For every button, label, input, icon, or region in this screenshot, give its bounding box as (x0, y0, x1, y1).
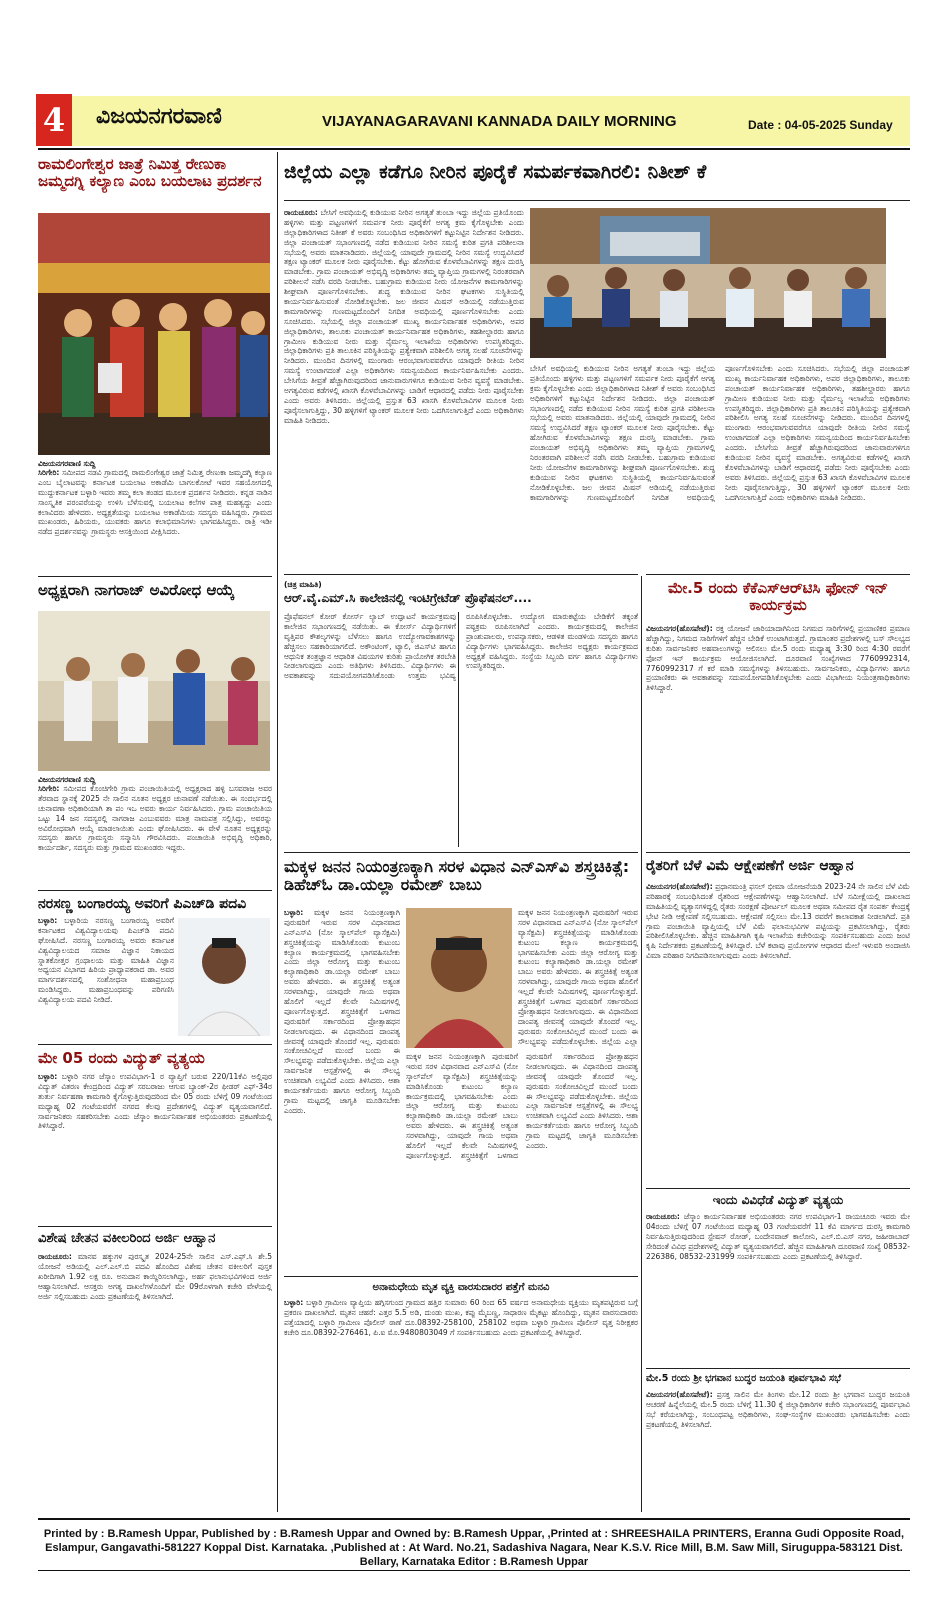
dateline: ರಾಯಚೂರು: (38, 1252, 72, 1261)
headline: ನರಸಣ್ಣ ಬಂಗಾರಯ್ಯ ಅವರಿಗೆ ಪಿಎಚ್‌ಡಿ ಪದವಿ (38, 896, 247, 912)
article-text: ಪ್ರಸಕ್ತ ಸಾಲಿನ ಮೇ ತಿಂಗಳು ಮೇ.12 ರಂದು ಶ್ರೀ ಭಗವಾನ ಬುದ್ಧರ ಜಯಂತಿ ಆಚರಣೆ ಹಿನ್ನೆಲೆಯಲ್ಲಿ ಮೇ.5 ರಂದು ಬೆಳಿಗ್ಗೆ 11.30 ಕ್ಕೆ ಜಿಲ್ಲಾಧಿಕಾರಿಗಳ ಕಚೇರಿ ಸಭಾಂಗಣದಲ್ಲಿ ಪೂರ್ವಭಾವಿ ಸಭೆ ಕರೆಯಲಾಗಿದ್ದು, ಸಂಬಂಧಪಟ್ಟ ಅಧಿಕಾರಿಗಳು, ಸಂಘ-ಸಂಸ್ಥೆಗಳ ಮುಖಂಡರು ಭಾಗವಹಿಸಬೇಕು ಎಂದು ಪ್ರಕಟಣೆಯಲ್ಲಿ ತಿಳಿಸಲಾಗಿದೆ. (646, 1390, 910, 1429)
kicker: (ಚಿತ್ರ ಮಾಹಿತಿ) (284, 580, 322, 589)
article-rule (38, 1044, 272, 1045)
photo-dr-yalla-ramesh-babu (406, 908, 512, 1048)
headline: ರೈತರಿಗೆ ಬೆಳೆ ವಿಮೆ ಆಕ್ಷೇಪಣೆಗೆ ಅರ್ಜಿ ಆಹ್ವಾನ (646, 858, 854, 874)
article-body (38, 468, 272, 572)
masthead-rule (38, 148, 910, 150)
article-text: ಸಮೀಪದ ನಡವಿ ಗ್ರಾಮದಲ್ಲಿ ರಾಮಲಿಂಗೇಶ್ವರ ಜಾತ್ರೆ ನಿಮಿತ್ತ ರೇಣುಕಾ ಜಮ್ಮದಗ್ನಿ ಕಲ್ಯಾಣ ಎಂಬ ಬೈಲಾಟವನ್ನು ಕರ್ನಾಟಕ ಬಯಲಾಟ ಅಕಾಡೆಮಿ ಬಾಗಲಕೋಟೆ ಇವರ ಸಹಯೋಗದಲ್ಲಿ ಮುದ್ದುಕರ್ನಾಟಕ ಬಳ್ಳಾರಿ ಇವರು ತಮ್ಮ ಕಲಾ ತಂಡದ ಮೂಲಕ ಪ್ರದರ್ಶನ ನೀಡಿದರು. ಕನ್ನಡ ನಾಡಿನ ಸಾಂಸ್ಕೃತಿಕ ಪರಂಪರೆಯನ್ನು ಉಳಿಸಿ ಬೆಳೆಸುವಲ್ಲಿ ಬಯಲಾಟ ಕಲೆಗಳ ಪಾತ್ರ ಮಹತ್ವದ್ದು ಎಂದು ಕಲಾವಿದರು ಹೇಳಿದರು. ಅಧ್ಯಕ್ಷತೆಯನ್ನು ಬಯಲಾಟ ಅಕಾಡೆಮಿಯ ಸದಸ್ಯರು ವಹಿಸಿದ್ದರು. ಗ್ರಾಮದ ಮುಖಂಡರು, ಹಿರಿಯರು, ಯುವಕರು ಹಾಗೂ ಕಲಾಭಿಮಾನಿಗಳು ಭಾಗವಹಿಸಿದ್ದರು. ರಾತ್ರಿ ಇಡೀ ನಡೆದ ಪ್ರದರ್ಶನವನ್ನು ಗ್ರಾಮಸ್ಥರು ಆಸಕ್ತಿಯಿಂದ ವೀಕ್ಷಿಸಿದರು. (38, 468, 272, 537)
edition-date: Date : 04-05-2025 Sunday (748, 118, 893, 132)
dateline: ಬಳ್ಳಾರಿ: (38, 1072, 58, 1081)
article-body (38, 1252, 272, 1507)
article-rule (646, 852, 910, 853)
dateline: ವಿಜಯನಗರ(ಹೊಸಪೇಟೆ): (646, 1390, 713, 1399)
article-body-continued (530, 364, 910, 570)
article-text: ರಕ್ತ ಯೋಜನೆ ಜಾರಿಯಾದಾಗಿನಿಂದ ನಿಗಮದ ಸಾರಿಗೆಗಳಲ್ಲಿ ಪ್ರಯಾಣಿಕರ ಪ್ರಮಾಣ ಹೆಚ್ಚಾಗಿದ್ದು, ನಿಗಮದ ಸಾರಿಗೆಗಳಿಗೆ ಹೆಚ್ಚಿನ ಬೇಡಿಕೆ ಉಂಟಾಗಿರುತ್ತದೆ. ಗ್ರಾಮಾಂತರ ಪ್ರದೇಶಗಳಲ್ಲಿ ಬಸ್ ಸೌಲಭ್ಯದ ಕುರಿತು ಸಾರ್ವಜನಿಕರ ಅಹವಾಲುಗಳನ್ನು ಆಲಿಸಲು ಮೇ.5 ರಂದು ಮಧ್ಯಾಹ್ನ 3:30 ರಿಂದ 4:30 ರವರೆಗೆ ಫೋನ್ ಇನ್ ಕಾರ್ಯಕ್ರಮ ಆಯೋಜಿಸಲಾಗಿದೆ. ದೂರವಾಣಿ ಸಂಖ್ಯೆಗಳಾದ 7760992314, 7760992317 ಗೆ ಕರೆ ಮಾಡಿ ಸಮಸ್ಯೆಗಳನ್ನು ತಿಳಿಸಬಹುದು. ಸಾರ್ವಜನಿಕರು, ವಿದ್ಯಾರ್ಥಿಗಳು ಹಾಗೂ ಪ್ರಯಾಣಿಕರು ಈ ಅವಕಾಶವನ್ನು ಸದುಪಯೋಗಪಡಿಸಿಕೊಳ್ಳಬೇಕು ಎಂದು ವಿಭಾಗೀಯ ನಿಯಂತ್ರಣಾಧಿಕಾರಿಗಳು ತಿಳಿಸಿದ್ದಾರೆ. (646, 624, 910, 693)
article-text: ಬಳ್ಳಾರಿಯ ನರಸಣ್ಣ ಬಂಗಾರಯ್ಯ ಅವರಿಗೆ ಕರ್ನಾಟಕದ ವಿಶ್ವವಿದ್ಯಾಲಯವು ಪಿಎಚ್‌ಡಿ ಪದವಿ ಘೋಷಿಸಿದೆ. ನರಸಣ್ಣ ಬಂಗಾರಯ್ಯ ಅವರು ಕರ್ನಾಟಕ ವಿಶ್ವವಿದ್ಯಾಲಯದ ಸಮಾಜ ವಿಜ್ಞಾನ ನಿಕಾಯದ ಸ್ನಾತಕೋತ್ತರ ಗ್ರಂಥಾಲಯ ಮತ್ತು ಮಾಹಿತಿ ವಿಜ್ಞಾನ ಅಧ್ಯಯನ ವಿಭಾಗದ ಹಿರಿಯ ಪ್ರಾಧ್ಯಾಪಕರಾದ ಡಾ. ಅವರ ಮಾರ್ಗದರ್ಶನದಲ್ಲಿ ಸಂಶೋಧನಾ ಮಹಾಪ್ರಬಂಧ ಮಂಡಿಸಿದ್ದರು. ಮಹಾಪ್ರಬಂಧವನ್ನು ಪರಿಗಣಿಸಿ ವಿಶ್ವವಿದ್ಯಾಲಯ ಪದವಿ ನೀಡಿದೆ. (38, 916, 174, 1005)
dateline: ವಿಜಯನಗರ(ಹೊಸಪೇಟೆ): (646, 624, 713, 633)
photo-narasanna-portrait (178, 918, 270, 1036)
dateline: ರಾಯಚೂರು: (284, 208, 318, 217)
brand-english: VIJAYANAGARAVANI KANNADA DAILY MORNING (322, 113, 677, 130)
brand-kannada: ವಿಜಯನಗರವಾಣಿ (96, 104, 222, 129)
article-rule (284, 200, 910, 201)
headline: ಇಂದು ವಿವಿಧೆಡೆ ವಿದ್ಯುತ್ ವ್ಯತ್ಯಯ (712, 1193, 844, 1207)
column-divider (641, 576, 642, 1512)
article-rule (646, 574, 910, 575)
imprint-footer (38, 1527, 910, 1569)
dateline: ಸಿರಿಗೇರಿ: (38, 784, 60, 793)
article-rule (646, 1368, 910, 1369)
article-body (38, 916, 174, 1040)
article-rule (38, 1226, 272, 1227)
article-body (646, 882, 910, 1184)
lead-headline: ಜಿಲ್ಲೆಯ ಎಲ್ಲಾ ಕಡೆಗೂ ನೀರಿನ ಪೂರೈಕೆ ಸಮರ್ಪಕವಾಗಿರಲಿ: ನಿತೀಶ್ ಕೆ (284, 161, 707, 183)
column-divider (277, 152, 278, 1512)
article-body (284, 208, 524, 570)
footer-rule (38, 1518, 910, 1520)
headline: ಅನಾಮಧೇಯ ಮೃತ ವ್ಯಕ್ತಿ ವಾರಸುದಾರರ ಪತ್ತೆಗೆ ಮನವಿ (372, 1282, 550, 1293)
dateline: ವಿಜಯನಗರ(ಹೊಸಪೇಟೆ): (646, 882, 713, 891)
photo-bayalata-performance (38, 213, 270, 455)
dateline: ಬಳ್ಳಾರಿ: (284, 1298, 304, 1307)
article-rule (38, 890, 272, 891)
headline: ಮೇ.5 ರಂದು ಶ್ರೀ ಭಗವಾನ ಬುದ್ಧರ ಜಯಂತಿ ಪೂರ್ವಭಾವಿ ಸಭೆ (646, 1373, 841, 1384)
article-text: ಪ್ರಧಾನಮಂತ್ರಿ ಫಸಲ್ ಭೀಮಾ ಯೋಜನೆಯಡಿ 2023-24 ನೇ ಸಾಲಿನ ಬೆಳೆ ವಿಮೆ ಪರಿಹಾರಕ್ಕೆ ಸಂಬಂಧಿಸಿದಂತೆ ರೈತರಿಂದ ಆಕ್ಷೇಪಣೆಗಳನ್ನು ಆಹ್ವಾನಿಸಲಾಗಿದೆ. ಬೆಳೆ ಸಮೀಕ್ಷೆಯಲ್ಲಿ ದಾಖಲಾದ ಮಾಹಿತಿಯಲ್ಲಿ ವ್ಯತ್ಯಾಸಗಳಿದ್ದಲ್ಲಿ ರೈತರು ಸಂರಕ್ಷಣೆ ಪೋರ್ಟಲ್ ಮೂಲಕ ಅಥವಾ ಸಮೀಪದ ರೈತ ಸಂಪರ್ಕ ಕೇಂದ್ರಕ್ಕೆ ಭೇಟಿ ನೀಡಿ ಆಕ್ಷೇಪಣೆ ಸಲ್ಲಿಸಬಹುದು. ಆಕ್ಷೇಪಣೆ ಸಲ್ಲಿಸಲು ಮೇ.13 ರವರೆಗೆ ಕಾಲಾವಕಾಶ ನೀಡಲಾಗಿದೆ. ಪ್ರತಿ ಗ್ರಾಮ ಪಂಚಾಯಿತಿ ವ್ಯಾಪ್ತಿಯಲ್ಲಿ ಬೆಳೆ ವಿಮೆ ಫಲಾನುಭವಿಗಳ ಪಟ್ಟಿಯನ್ನು ಪ್ರಕಟಿಸಲಾಗಿದ್ದು, ರೈತರು ಪರಿಶೀಲಿಸಿಕೊಳ್ಳಬೇಕು. ಹೆಚ್ಚಿನ ಮಾಹಿತಿಗಾಗಿ ಕೃಷಿ ಇಲಾಖೆಯ ಕಚೇರಿಯನ್ನು ಸಂಪರ್ಕಿಸಬಹುದು ಎಂದು ಜಂಟಿ ಕೃಷಿ ನಿರ್ದೇಶಕರು ಪ್ರಕಟಣೆಯಲ್ಲಿ ತಿಳಿಸಿದ್ದಾರೆ. ಬೆಳೆ ಕಟಾವು ಪ್ರಯೋಗಗಳ ಆಧಾರದ ಮೇಲೆ ಇಳುವರಿ ಅಂದಾಜಿಸಿ ವಿಮಾ ಪರಿಹಾರ ನಿಗದಿಪಡಿಸಲಾಗುವುದು ಎಂದು ತಿಳಿಸಲಾಗಿದೆ. (646, 882, 910, 961)
article-body (38, 1072, 272, 1210)
dateline: ರಾಯಚೂರು: (646, 1212, 680, 1221)
headline: ಮೇ 05 ರಂದು ವಿದ್ಯುತ್ ವ್ಯತ್ಯಯ (38, 1049, 205, 1067)
headline: ವಿಶೇಷ ಚೇತನ ವಕೀಲರಿಂದ ಅರ್ಜಿ ಆಹ್ವಾನ (38, 1231, 216, 1246)
article-text: ಸಮೀಪದ ಕೊಂಚಿಗೇರಿ ಗ್ರಾಮ ಪಂಚಾಯಿತಿಯಲ್ಲಿ ಅಧ್ಯಕ್ಷರಾದ ಹಳ್ಳಿ ಬಸವರಾಜ ಅವರ ತೆರವಾದ ಸ್ಥಾನಕ್ಕೆ 2025 ನೇ ಸಾಲಿನ ನೂತನ ಅಧ್ಯಕ್ಷರ ಚುನಾವಣೆ ನಡೆಯಿತು. ಈ ಸಂದರ್ಭದಲ್ಲಿ ಚುನಾವಣಾ ಅಧಿಕಾರಿಯಾಗಿ ತಾ ಪಂ ಇಒ ಅವರು ಕಾರ್ಯ ನಿರ್ವಹಿಸಿದರು. ಗ್ರಾಮ ಪಂಚಾಯಿತಿಯ ಒಟ್ಟು 14 ಜನ ಸದಸ್ಯರಲ್ಲಿ ನಾಗರಾಜ ಎಂಬುವವರು ಮಾತ್ರ ನಾಮಪತ್ರ ಸಲ್ಲಿಸಿದ್ದು, ಅವರನ್ನು ಅವಿರೋಧವಾಗಿ ಆಯ್ಕೆ ಮಾಡಲಾಯಿತು ಎಂದು ಘೋಷಿಸಿದರು. ಈ ವೇಳೆ ನೂತನ ಅಧ್ಯಕ್ಷರನ್ನು ಸದಸ್ಯರು ಹಾಗೂ ಗ್ರಾಮಸ್ಥರು ಸನ್ಮಾನಿಸಿ ಗೌರವಿಸಿದರು. ಪಂಚಾಯಿತಿ ಅಭಿವೃದ್ಧಿ ಅಧಿಕಾರಿ, ಕಾರ್ಯದರ್ಶಿ, ಸದಸ್ಯರು ಮತ್ತು ಗ್ರಾಮದ ಮುಖಂಡರು ಇದ್ದರು. (38, 784, 272, 853)
article-text: ಬಳ್ಳಾರಿ ನಗರ ಜೆಸ್ಕಾಂ ಉಪವಿಭಾಗ-1 ರ ವ್ಯಾಪ್ತಿಗೆ ಬರುವ 220/11ಕೆವಿ ಅಲ್ಲಿಪುರ ವಿದ್ಯುತ್ ವಿತರಣ ಕೇಂದ್ರದಿಂದ ವಿದ್ಯುತ್ ಸರಬರಾಜು ಆಗುವ ಬ್ಯಾಂಕ್-2ರ ಫೀಡರ್ ಎಫ್-34ರ ತುರ್ತು ನಿರ್ವಹಣಾ ಕಾಮಗಾರಿ ಕೈಗೊಳ್ಳುತ್ತಿರುವುದರಿಂದ ಮೇ 05 ರಂದು ಬೆಳಿಗ್ಗೆ 09 ಗಂಟೆಯಿಂದ ಮಧ್ಯಾಹ್ನ 02 ಗಂಟೆಯವರೆಗೆ ನಗರದ ಕೆಲವು ಪ್ರದೇಶಗಳಲ್ಲಿ ವಿದ್ಯುತ್ ವ್ಯತ್ಯಯವಾಗಲಿದೆ. ಸಾರ್ವಜನಿಕರು ಸಹಕರಿಸಬೇಕು ಎಂದು ಜೆಸ್ಕಾಂ ಕಾರ್ಯನಿರ್ವಾಹಕ ಅಭಿಯಂತರರು ಪ್ರಕಟಣೆಯಲ್ಲಿ ತಿಳಿಸಿದ್ದಾರೆ. (38, 1072, 272, 1131)
article-rule (38, 576, 272, 577)
dateline: ಬಳ್ಳಾರಿ: (38, 916, 58, 925)
article-body (284, 1298, 638, 1508)
article-text: ಪ್ರೊಫೆಷನಲ್ ಕೋರ್ ಕೋರ್ಸ್ ಲ್ಯಾಬ್ ಉದ್ಘಾಟನೆ ಕಾರ್ಯಕ್ರಮವು ಕಾಲೇಜಿನ ಸಭಾಂಗಣದಲ್ಲಿ ನಡೆಯಿತು. ಈ ಕೋರ್ಸ್ ವಿದ್ಯಾರ್ಥಿಗಳಿಗೆ ವೃತ್ತಿಪರ ಕೌಶಲ್ಯಗಳನ್ನು ಬೆಳೆಸಲು ಹಾಗೂ ಉದ್ಯೋಗಾವಕಾಶಗಳನ್ನು ಹೆಚ್ಚಿಸಲು ಸಹಕಾರಿಯಾಗಲಿದೆ. ಅಕೌಂಟಿಂಗ್, ಟ್ಯಾಲಿ, ಜಿಎಸ್‌ಟಿ ಹಾಗೂ ಆಧುನಿಕ ತಂತ್ರಜ್ಞಾನ ಆಧಾರಿತ ವಿಷಯಗಳ ಕುರಿತು ಪ್ರಾಯೋಗಿಕ ತರಬೇತಿ ನೀಡಲಾಗುವುದು ಎಂದು ಅತಿಥಿಗಳು ತಿಳಿಸಿದರು. ವಿದ್ಯಾರ್ಥಿಗಳು ಈ ಅವಕಾಶವನ್ನು ಸದುಪಯೋಗಪಡಿಸಿಕೊಂಡು ಉತ್ತಮ ಭವಿಷ್ಯ ರೂಪಿಸಿಕೊಳ್ಳಬೇಕು. ಉದ್ಯೋಗ ಮಾರುಕಟ್ಟೆಯ ಬೇಡಿಕೆಗೆ ತಕ್ಕಂತೆ ಪಠ್ಯಕ್ರಮ ರೂಪಿಸಲಾಗಿದೆ ಎಂದರು. ಕಾರ್ಯಕ್ರಮದಲ್ಲಿ ಕಾಲೇಜಿನ ಪ್ರಾಂಶುಪಾಲರು, ಉಪನ್ಯಾಸಕರು, ಆಡಳಿತ ಮಂಡಳಿಯ ಸದಸ್ಯರು ಹಾಗೂ ವಿದ್ಯಾರ್ಥಿಗಳು ಭಾಗವಹಿಸಿದ್ದರು. ಕಾಲೇಜಿನ ಅಧ್ಯಕ್ಷರು ಕಾರ್ಯಕ್ರಮದ ಅಧ್ಯಕ್ಷತೆ ವಹಿಸಿದ್ದರು. ಸಂಸ್ಥೆಯ ಸಿಬ್ಬಂದಿ ವರ್ಗ ಹಾಗೂ ವಿದ್ಯಾರ್ಥಿಗಳು ಉಪಸ್ಥಿತರಿದ್ದರು. (284, 612, 638, 681)
imprint-line: Eslampur, Gangavathi-581227 Koppal Dist. Karnataka. ,Published at : At Ward. No.21, Sadashiva Nagara, Near K.S.V. Rice Mill, B.M. Saw Mill, Siruguppa-583121 Dist. (45, 1542, 903, 1555)
article-text: ಜೆಸ್ಕಾಂ ಕಾರ್ಯನಿರ್ವಾಹಕ ಅಭಿಯಂತರರು ನಗರ ಉಪವಿಭಾಗ-1 ರಾಯಚೂರು ಇವರು ಮೇ 04ರಂದು ಬೆಳಿಗ್ಗೆ 07 ಗಂಟೆಯಿಂದ ಮಧ್ಯಾಹ್ನ 03 ಗಂಟೆಯವರೆಗೆ 11 ಕೆವಿ ಮಾರ್ಗದ ದುರಸ್ತಿ ಕಾಮಗಾರಿ ನಿರ್ವಹಿಸುತ್ತಿರುವುದರಿಂದ ಸ್ಟೇಷನ್ ರೋಡ್, ಬಂದೇನವಾಜ್ ಕಾಲೋನಿ, ಎಲ್.ಬಿ.ಎಸ್ ನಗರ, ಜಹೀರಾಬಾದ್ ಸೇರಿದಂತೆ ವಿವಿಧ ಪ್ರದೇಶಗಳಲ್ಲಿ ವಿದ್ಯುತ್ ವ್ಯತ್ಯಯವಾಗಲಿದೆ. ಹೆಚ್ಚಿನ ಮಾಹಿತಿಗಾಗಿ ದೂರವಾಣಿ ಸಂಖ್ಯೆ 08532-226386, 08532-231999 ಸಂಪರ್ಕಿಸಬಹುದು ಎಂದು ಪ್ರಕಟಣೆಯಲ್ಲಿ ತಿಳಿಸಿದ್ದಾರೆ. (646, 1212, 910, 1261)
article-rule (284, 574, 638, 575)
article-rule (284, 1276, 638, 1277)
article-body (646, 1390, 910, 1508)
article-text: ಮಕ್ಕಳ ಜನನ ನಿಯಂತ್ರಣಕ್ಕಾಗಿ ಪುರುಷರಿಗೆ ಇರುವ ಸರಳ ವಿಧಾನವಾದ ಎನ್‌ಎಸ್‌ವಿ (ನೋ ಸ್ಕಾಲ್‌ಪೆಲ್ ವ್ಯಾಸೆಕ್ಟಮಿ) ಶಸ್ತ್ರಚಿಕಿತ್ಸೆಯನ್ನು ಮಾಡಿಸಿಕೊಂಡು ಕುಟುಂಬ ಕಲ್ಯಾಣ ಕಾರ್ಯಕ್ರಮದಲ್ಲಿ ಭಾಗವಹಿಸಬೇಕು ಎಂದು ಜಿಲ್ಲಾ ಆರೋಗ್ಯ ಮತ್ತು ಕುಟುಂಬ ಕಲ್ಯಾಣಾಧಿಕಾರಿ ಡಾ.ಯಲ್ಲಾ ರಮೇಶ್ ಬಾಬು ಅವರು ಹೇಳಿದರು. ಈ ಶಸ್ತ್ರಚಿಕಿತ್ಸೆ ಅತ್ಯಂತ ಸರಳವಾಗಿದ್ದು, ಯಾವುದೇ ಗಾಯ ಅಥವಾ ಹೊಲಿಗೆ ಇಲ್ಲದೆ ಕೆಲವೇ ನಿಮಿಷಗಳಲ್ಲಿ ಪೂರ್ಣಗೊಳ್ಳುತ್ತದೆ. ಶಸ್ತ್ರಚಿಕಿತ್ಸೆಗೆ ಒಳಗಾದ ಪುರುಷರಿಗೆ ಸರ್ಕಾರದಿಂದ ಪ್ರೋತ್ಸಾಹಧನ ನೀಡಲಾಗುವುದು. ಈ ವಿಧಾನದಿಂದ ದಾಂಪತ್ಯ ಜೀವನಕ್ಕೆ ಯಾವುದೇ ತೊಂದರೆ ಇಲ್ಲ. ಪುರುಷರು ಸಂಕೋಚವಿಲ್ಲದೆ ಮುಂದೆ ಬಂದು ಈ ಸೌಲಭ್ಯವನ್ನು ಪಡೆದುಕೊಳ್ಳಬೇಕು. ಜಿಲ್ಲೆಯ ಎಲ್ಲಾ (518, 908, 638, 1046)
headline: ಅಧ್ಯಕ್ಷರಾಗಿ ನಾಗರಾಜ್ ಅವಿರೋಧ ಆಯ್ಕೆ (38, 581, 235, 599)
article-text: ಬೇಸಿಗೆ ಅವಧಿಯಲ್ಲಿ ಕುಡಿಯುವ ನೀರಿನ ಅಗತ್ಯತೆ ತುಂಬಾ ಇದ್ದು ಜಿಲ್ಲೆಯ ಪ್ರತಿಯೊಂದು ಹಳ್ಳಿಗಳು ಮತ್ತು ಪಟ್ಟಣಗಳಿಗೆ ಸಮರ್ಪಕ ನೀರು ಪೂರೈಕೆಗೆ ಅಗತ್ಯ ಕ್ರಮ ಕೈಗೊಳ್ಳಬೇಕು ಎಂದು ಜಿಲ್ಲಾಧಿಕಾರಿಗಳಾದ ನಿತೀಶ್ ಕೆ ಅವರು ಸಂಬಂಧಿಸಿದ ಅಧಿಕಾರಿಗಳಿಗೆ ಕಟ್ಟುನಿಟ್ಟಿನ ನಿರ್ದೇಶನ ನೀಡಿದರು. ಜಿಲ್ಲಾ ಪಂಚಾಯತ್ ಸಭಾಂಗಣದಲ್ಲಿ ನಡೆದ ಕುಡಿಯುವ ನೀರಿನ ಸಮಸ್ಯೆ ಕುರಿತ ಪ್ರಗತಿ ಪರಿಶೀಲನಾ ಸಭೆಯಲ್ಲಿ ಅವರು ಮಾತನಾಡಿದರು. ಜಿಲ್ಲೆಯಲ್ಲಿ ಯಾವುದೇ ಗ್ರಾಮದಲ್ಲಿ ನೀರಿನ ಸಮಸ್ಯೆ ಉದ್ಭವಿಸಿದರೆ ತಕ್ಷಣ ಟ್ಯಾಂಕರ್ ಮೂಲಕ ನೀರು ಪೂರೈಸಬೇಕು. ಕೆಟ್ಟು ಹೋಗಿರುವ ಕೊಳವೆಬಾವಿಗಳನ್ನು ತಕ್ಷಣ ದುರಸ್ತಿ ಮಾಡಬೇಕು. ಗ್ರಾಮ ಪಂಚಾಯತ್ ಅಭಿವೃದ್ಧಿ ಅಧಿಕಾರಿಗಳು ತಮ್ಮ ವ್ಯಾಪ್ತಿಯ ಗ್ರಾಮಗಳಲ್ಲಿ ನಿರಂತರವಾಗಿ ಪರಿಶೀಲನೆ ನಡೆಸಿ ವರದಿ ನೀಡಬೇಕು. ಬಹುಗ್ರಾಮ ಕುಡಿಯುವ ನೀರು ಯೋಜನೆಗಳ ಕಾಮಗಾರಿಗಳನ್ನು ಶೀಘ್ರವಾಗಿ ಪೂರ್ಣಗೊಳಿಸಬೇಕು. ಶುದ್ಧ ಕುಡಿಯುವ ನೀರಿನ ಘಟಕಗಳು ಸುಸ್ಥಿತಿಯಲ್ಲಿ ಕಾರ್ಯನಿರ್ವಹಿಸುವಂತೆ ನೋಡಿಕೊಳ್ಳಬೇಕು. ಜಲ ಜೀವನ ಮಿಷನ್ ಅಡಿಯಲ್ಲಿ ನಡೆಯುತ್ತಿರುವ ಕಾಮಗಾರಿಗಳನ್ನು ಗುಣಮಟ್ಟದೊಂದಿಗೆ ನಿಗದಿತ ಅವಧಿಯಲ್ಲಿ ಪೂರ್ಣಗೊಳಿಸಬೇಕು ಎಂದು ಸೂಚಿಸಿದರು. ಸಭೆಯಲ್ಲಿ ಜಿಲ್ಲಾ ಪಂಚಾಯತ್ ಮುಖ್ಯ ಕಾರ್ಯನಿರ್ವಾಹಕ ಅಧಿಕಾರಿಗಳು, ಅಪರ ಜಿಲ್ಲಾಧಿಕಾರಿಗಳು, ತಾಲೂಕು ಪಂಚಾಯತ್ ಕಾರ್ಯನಿರ್ವಾಹಕ ಅಧಿಕಾರಿಗಳು, ತಹಶೀಲ್ದಾರರು ಹಾಗೂ ಗ್ರಾಮೀಣ ಕುಡಿಯುವ ನೀರು ಮತ್ತು ನೈರ್ಮಲ್ಯ ಇಲಾಖೆಯ ಅಧಿಕಾರಿಗಳು ಉಪಸ್ಥಿತರಿದ್ದರು. ಜಿಲ್ಲಾಧಿಕಾರಿಗಳು ಪ್ರತಿ ತಾಲೂಕಿನ ಪರಿಸ್ಥಿತಿಯನ್ನು ಪ್ರತ್ಯೇಕವಾಗಿ ಪರಿಶೀಲಿಸಿ ಅಗತ್ಯ ಸಲಹೆ ಸೂಚನೆಗಳನ್ನು ನೀಡಿದರು. ಮುಂದಿನ ದಿನಗಳಲ್ಲಿ ಮುಂಗಾರು ಆರಂಭವಾಗುವವರೆಗೂ ಯಾವುದೇ ರೀತಿಯ ನೀರಿನ ಸಮಸ್ಯೆ ಉಂಟಾಗದಂತೆ ಎಲ್ಲಾ ಅಧಿಕಾರಿಗಳು ಸಮನ್ವಯದಿಂದ ಕಾರ್ಯನಿರ್ವಹಿಸಬೇಕು ಎಂದರು. ಬೇಸಿಗೆಯ ತೀವ್ರತೆ ಹೆಚ್ಚಾಗಿರುವುದರಿಂದ ಜಾನುವಾರುಗಳಿಗೂ ಕುಡಿಯುವ ನೀರಿನ ವ್ಯವಸ್ಥೆ ಮಾಡಬೇಕು. ಅಗತ್ಯವಿರುವ ಕಡೆಗಳಲ್ಲಿ ಖಾಸಗಿ ಕೊಳವೆಬಾವಿಗಳನ್ನು ಬಾಡಿಗೆ ಆಧಾರದಲ್ಲಿ ಪಡೆದು ನೀರು ಪೂರೈಸಬೇಕು ಎಂದು ಅವರು ತಿಳಿಸಿದರು. ಜಿಲ್ಲೆಯಲ್ಲಿ ಪ್ರಸ್ತುತ 63 ಖಾಸಗಿ ಕೊಳವೆಬಾವಿಗಳ ಮೂಲಕ ನೀರು ಪೂರೈಸಲಾಗುತ್ತಿದ್ದು, 30 ಹಳ್ಳಿಗಳಿಗೆ ಟ್ಯಾಂಕರ್ ಮೂಲಕ ನೀರು ಒದಗಿಸಲಾಗುತ್ತಿದೆ ಎಂದು ಅಧಿಕಾರಿಗಳು ಮಾಹಿತಿ ನೀಡಿದರು. (284, 208, 524, 425)
imprint-line: Printed by : B.Ramesh Uppar, Published by : B.Ramesh Uppar and Owned by: B.Ramesh Uppar, ,Printed at : SHREESHAILA PRINTERS, Eranna Gudi Opposite Road, (43, 1528, 905, 1540)
page-number: 4 (36, 94, 72, 146)
article-text: ಮಕ್ಕಳ ಜನನ ನಿಯಂತ್ರಣಕ್ಕಾಗಿ ಪುರುಷರಿಗೆ ಇರುವ ಸರಳ ವಿಧಾನವಾದ ಎನ್‌ಎಸ್‌ವಿ (ನೋ ಸ್ಕಾಲ್‌ಪೆಲ್ ವ್ಯಾಸೆಕ್ಟಮಿ) ಶಸ್ತ್ರಚಿಕಿತ್ಸೆಯನ್ನು ಮಾಡಿಸಿಕೊಂಡು ಕುಟುಂಬ ಕಲ್ಯಾಣ ಕಾರ್ಯಕ್ರಮದಲ್ಲಿ ಭಾಗವಹಿಸಬೇಕು ಎಂದು ಜಿಲ್ಲಾ ಆರೋಗ್ಯ ಮತ್ತು ಕುಟುಂಬ ಕಲ್ಯಾಣಾಧಿಕಾರಿ ಡಾ.ಯಲ್ಲಾ ರಮೇಶ್ ಬಾಬು ಅವರು ಹೇಳಿದರು. ಈ ಶಸ್ತ್ರಚಿಕಿತ್ಸೆ ಅತ್ಯಂತ ಸರಳವಾಗಿದ್ದು, ಯಾವುದೇ ಗಾಯ ಅಥವಾ ಹೊಲಿಗೆ ಇಲ್ಲದೆ ಕೆಲವೇ ನಿಮಿಷಗಳಲ್ಲಿ ಪೂರ್ಣಗೊಳ್ಳುತ್ತದೆ. ಶಸ್ತ್ರಚಿಕಿತ್ಸೆಗೆ ಒಳಗಾದ ಪುರುಷರಿಗೆ ಸರ್ಕಾರದಿಂದ ಪ್ರೋತ್ಸಾಹಧನ ನೀಡಲಾಗುವುದು. ಈ ವಿಧಾನದಿಂದ ದಾಂಪತ್ಯ ಜೀವನಕ್ಕೆ ಯಾವುದೇ ತೊಂದರೆ ಇಲ್ಲ. ಪುರುಷರು ಸಂಕೋಚವಿಲ್ಲದೆ ಮುಂದೆ ಬಂದು ಈ ಸೌಲಭ್ಯವನ್ನು ಪಡೆದುಕೊಳ್ಳಬೇಕು. ಜಿಲ್ಲೆಯ ಎಲ್ಲಾ ಸಾರ್ವಜನಿಕ ಆಸ್ಪತ್ರೆಗಳಲ್ಲಿ ಈ ಸೌಲಭ್ಯ ಉಚಿತವಾಗಿ ಲಭ್ಯವಿದೆ ಎಂದು ತಿಳಿಸಿದರು. ಆಶಾ ಕಾರ್ಯಕರ್ತೆಯರು ಹಾಗೂ ಆರೋಗ್ಯ ಸಿಬ್ಬಂದಿ ಗ್ರಾಮ ಮಟ್ಟದಲ್ಲಿ ಜಾಗೃತಿ ಮೂಡಿಸಬೇಕು ಎಂದರು. (284, 908, 400, 1115)
article-rule (646, 1188, 910, 1189)
headline: ರಾಮಲಿಂಗೇಶ್ವರ ಜಾತ್ರೆ ನಿಮಿತ್ತ ರೇಣುಕಾ ಜಮ್ಮದಗ್ನಿ ಕಲ್ಯಾಣ ಎಂಬ ಬಯಲಾಟ ಪ್ರದರ್ಶನ (38, 155, 262, 191)
article-body-continued (406, 1052, 638, 1270)
article-body (284, 612, 638, 844)
article-body (646, 1212, 910, 1362)
dateline: ಸಿರಿಗೇರಿ: (38, 468, 60, 477)
headline: ಮಕ್ಕಳ ಜನನ ನಿಯಂತ್ರಣಕ್ಕಾಗಿ ಸರಳ ವಿಧಾನ ಎನ್‌ಎಸ್‌ವಿ ಶಸ್ತ್ರಚಿಕಿತ್ಸೆ: ಡಿಹೆಚ್‌ಓ ಡಾ.ಯಲ್ಲಾ ರಮೇಶ್ ಬಾಬು (284, 857, 630, 895)
article-body (646, 624, 910, 844)
article-body-continued (518, 908, 638, 1048)
article-rule (284, 852, 638, 853)
article-text: ಬಳ್ಳಾರಿ ಗ್ರಾಮೀಣ ವ್ಯಾಪ್ತಿಯ ಹಗ್ಗಿಸಗುಂದ ಗ್ರಾಮದ ಹತ್ತಿರ ಸುಮಾರು 60 ರಿಂದ 65 ವರ್ಷದ ಅನಾಮಧೇಯ ವ್ಯಕ್ತಿಯು ಮೃತಪಟ್ಟಿರುವ ಬಗ್ಗೆ ಪ್ರಕರಣ ದಾಖಲಾಗಿದೆ. ಮೃತನ ಚಹರೆ: ಎತ್ತರ 5.5 ಅಡಿ, ದುಂಡು ಮುಖ, ಕಪ್ಪು ಮೈಬಣ್ಣ, ಸಾಧಾರಣ ಮೈಕಟ್ಟು ಹೊಂದಿದ್ದು, ಮೃತನ ವಾರಸುದಾರರು ಪತ್ತೆಯಾದಲ್ಲಿ ಬಳ್ಳಾರಿ ಗ್ರಾಮೀಣ ಪೊಲೀಸ್ ಠಾಣೆ ದೂ.08392-258100, 258102 ಅಥವಾ ಬಳ್ಳಾರಿ ಗ್ರಾಮೀಣ ಪೊಲೀಸ್ ವೃತ್ತ ನಿರೀಕ್ಷಕರ ಕಚೇರಿ ದೂ.08392-276461, ಪಿ.ಐ ಮೊ.9480803049 ಗೆ ಸಂಪರ್ಕಿಸಬಹುದು ಎಂದು ಪ್ರಕಟಣೆಯಲ್ಲಿ ತಿಳಿಸಿದ್ದಾರೆ. (284, 1298, 638, 1337)
article-text: ಬೇಸಿಗೆ ಅವಧಿಯಲ್ಲಿ ಕುಡಿಯುವ ನೀರಿನ ಅಗತ್ಯತೆ ತುಂಬಾ ಇದ್ದು ಜಿಲ್ಲೆಯ ಪ್ರತಿಯೊಂದು ಹಳ್ಳಿಗಳು ಮತ್ತು ಪಟ್ಟಣಗಳಿಗೆ ಸಮರ್ಪಕ ನೀರು ಪೂರೈಕೆಗೆ ಅಗತ್ಯ ಕ್ರಮ ಕೈಗೊಳ್ಳಬೇಕು ಎಂದು ಜಿಲ್ಲಾಧಿಕಾರಿಗಳಾದ ನಿತೀಶ್ ಕೆ ಅವರು ಸಂಬಂಧಿಸಿದ ಅಧಿಕಾರಿಗಳಿಗೆ ಕಟ್ಟುನಿಟ್ಟಿನ ನಿರ್ದೇಶನ ನೀಡಿದರು. ಜಿಲ್ಲಾ ಪಂಚಾಯತ್ ಸಭಾಂಗಣದಲ್ಲಿ ನಡೆದ ಕುಡಿಯುವ ನೀರಿನ ಸಮಸ್ಯೆ ಕುರಿತ ಪ್ರಗತಿ ಪರಿಶೀಲನಾ ಸಭೆಯಲ್ಲಿ ಅವರು ಮಾತನಾಡಿದರು. ಜಿಲ್ಲೆಯಲ್ಲಿ ಯಾವುದೇ ಗ್ರಾಮದಲ್ಲಿ ನೀರಿನ ಸಮಸ್ಯೆ ಉದ್ಭವಿಸಿದರೆ ತಕ್ಷಣ ಟ್ಯಾಂಕರ್ ಮೂಲಕ ನೀರು ಪೂರೈಸಬೇಕು. ಕೆಟ್ಟು ಹೋಗಿರುವ ಕೊಳವೆಬಾವಿಗಳನ್ನು ತಕ್ಷಣ ದುರಸ್ತಿ ಮಾಡಬೇಕು. ಗ್ರಾಮ ಪಂಚಾಯತ್ ಅಭಿವೃದ್ಧಿ ಅಧಿಕಾರಿಗಳು ತಮ್ಮ ವ್ಯಾಪ್ತಿಯ ಗ್ರಾಮಗಳಲ್ಲಿ ನಿರಂತರವಾಗಿ ಪರಿಶೀಲನೆ ನಡೆಸಿ ವರದಿ ನೀಡಬೇಕು. ಬಹುಗ್ರಾಮ ಕುಡಿಯುವ ನೀರು ಯೋಜನೆಗಳ ಕಾಮಗಾರಿಗಳನ್ನು ಶೀಘ್ರವಾಗಿ ಪೂರ್ಣಗೊಳಿಸಬೇಕು. ಶುದ್ಧ ಕುಡಿಯುವ ನೀರಿನ ಘಟಕಗಳು ಸುಸ್ಥಿತಿಯಲ್ಲಿ ಕಾರ್ಯನಿರ್ವಹಿಸುವಂತೆ ನೋಡಿಕೊಳ್ಳಬೇಕು. ಜಲ ಜೀವನ ಮಿಷನ್ ಅಡಿಯಲ್ಲಿ ನಡೆಯುತ್ತಿರುವ ಕಾಮಗಾರಿಗಳನ್ನು ಗುಣಮಟ್ಟದೊಂದಿಗೆ ನಿಗದಿತ ಅವಧಿಯಲ್ಲಿ ಪೂರ್ಣಗೊಳಿಸಬೇಕು ಎಂದು ಸೂಚಿಸಿದರು. ಸಭೆಯಲ್ಲಿ ಜಿಲ್ಲಾ ಪಂಚಾಯತ್ ಮುಖ್ಯ ಕಾರ್ಯನಿರ್ವಾಹಕ ಅಧಿಕಾರಿಗಳು, ಅಪರ ಜಿಲ್ಲಾಧಿಕಾರಿಗಳು, ತಾಲೂಕು ಪಂಚಾಯತ್ ಕಾರ್ಯನಿರ್ವಾಹಕ ಅಧಿಕಾರಿಗಳು, ತಹಶೀಲ್ದಾರರು ಹಾಗೂ ಗ್ರಾಮೀಣ ಕುಡಿಯುವ ನೀರು ಮತ್ತು ನೈರ್ಮಲ್ಯ ಇಲಾಖೆಯ ಅಧಿಕಾರಿಗಳು ಉಪಸ್ಥಿತರಿದ್ದರು. ಜಿಲ್ಲಾಧಿಕಾರಿಗಳು ಪ್ರತಿ ತಾಲೂಕಿನ ಪರಿಸ್ಥಿತಿಯನ್ನು ಪ್ರತ್ಯೇಕವಾಗಿ ಪರಿಶೀಲಿಸಿ ಅಗತ್ಯ ಸಲಹೆ ಸೂಚನೆಗಳನ್ನು ನೀಡಿದರು. ಮುಂದಿನ ದಿನಗಳಲ್ಲಿ ಮುಂಗಾರು ಆರಂಭವಾಗುವವರೆಗೂ ಯಾವುದೇ ರೀತಿಯ ನೀರಿನ ಸಮಸ್ಯೆ ಉಂಟಾಗದಂತೆ ಎಲ್ಲಾ ಅಧಿಕಾರಿಗಳು ಸಮನ್ವಯದಿಂದ ಕಾರ್ಯನಿರ್ವಹಿಸಬೇಕು ಎಂದರು. ಬೇಸಿಗೆಯ ತೀವ್ರತೆ ಹೆಚ್ಚಾಗಿರುವುದರಿಂದ ಜಾನುವಾರುಗಳಿಗೂ ಕುಡಿಯುವ ನೀರಿನ ವ್ಯವಸ್ಥೆ ಮಾಡಬೇಕು. ಅಗತ್ಯವಿರುವ ಕಡೆಗಳಲ್ಲಿ ಖಾಸಗಿ ಕೊಳವೆಬಾವಿಗಳನ್ನು ಬಾಡಿಗೆ ಆಧಾರದಲ್ಲಿ ಪಡೆದು ನೀರು ಪೂರೈಸಬೇಕು ಎಂದು ಅವರು ತಿಳಿಸಿದರು. ಜಿಲ್ಲೆಯಲ್ಲಿ ಪ್ರಸ್ತುತ 63 ಖಾಸಗಿ ಕೊಳವೆಬಾವಿಗಳ ಮೂಲಕ ನೀರು ಪೂರೈಸಲಾಗುತ್ತಿದ್ದು, 30 ಹಳ್ಳಿಗಳಿಗೆ ಟ್ಯಾಂಕರ್ ಮೂಲಕ ನೀರು ಒದಗಿಸಲಾಗುತ್ತಿದೆ ಎಂದು ಅಧಿಕಾರಿಗಳು ಮಾಹಿತಿ ನೀಡಿದರು. (530, 364, 910, 502)
dateline: ಬಳ್ಳಾರಿ: (284, 908, 304, 917)
article-text: ಮಕ್ಕಳ ಜನನ ನಿಯಂತ್ರಣಕ್ಕಾಗಿ ಪುರುಷರಿಗೆ ಇರುವ ಸರಳ ವಿಧಾನವಾದ ಎನ್‌ಎಸ್‌ವಿ (ನೋ ಸ್ಕಾಲ್‌ಪೆಲ್ ವ್ಯಾಸೆಕ್ಟಮಿ) ಶಸ್ತ್ರಚಿಕಿತ್ಸೆಯನ್ನು ಮಾಡಿಸಿಕೊಂಡು ಕುಟುಂಬ ಕಲ್ಯಾಣ ಕಾರ್ಯಕ್ರಮದಲ್ಲಿ ಭಾಗವಹಿಸಬೇಕು ಎಂದು ಜಿಲ್ಲಾ ಆರೋಗ್ಯ ಮತ್ತು ಕುಟುಂಬ ಕಲ್ಯಾಣಾಧಿಕಾರಿ ಡಾ.ಯಲ್ಲಾ ರಮೇಶ್ ಬಾಬು ಅವರು ಹೇಳಿದರು. ಈ ಶಸ್ತ್ರಚಿಕಿತ್ಸೆ ಅತ್ಯಂತ ಸರಳವಾಗಿದ್ದು, ಯಾವುದೇ ಗಾಯ ಅಥವಾ ಹೊಲಿಗೆ ಇಲ್ಲದೆ ಕೆಲವೇ ನಿಮಿಷಗಳಲ್ಲಿ ಪೂರ್ಣಗೊಳ್ಳುತ್ತದೆ. ಶಸ್ತ್ರಚಿಕಿತ್ಸೆಗೆ ಒಳಗಾದ ಪುರುಷರಿಗೆ ಸರ್ಕಾರದಿಂದ ಪ್ರೋತ್ಸಾಹಧನ ನೀಡಲಾಗುವುದು. ಈ ವಿಧಾನದಿಂದ ದಾಂಪತ್ಯ ಜೀವನಕ್ಕೆ ಯಾವುದೇ ತೊಂದರೆ ಇಲ್ಲ. ಪುರುಷರು ಸಂಕೋಚವಿಲ್ಲದೆ ಮುಂದೆ ಬಂದು ಈ ಸೌಲಭ್ಯವನ್ನು ಪಡೆದುಕೊಳ್ಳಬೇಕು. ಜಿಲ್ಲೆಯ ಎಲ್ಲಾ ಸಾರ್ವಜನಿಕ ಆಸ್ಪತ್ರೆಗಳಲ್ಲಿ ಈ ಸೌಲಭ್ಯ ಉಚಿತವಾಗಿ ಲಭ್ಯವಿದೆ ಎಂದು ತಿಳಿಸಿದರು. ಆಶಾ ಕಾರ್ಯಕರ್ತೆಯರು ಹಾಗೂ ಆರೋಗ್ಯ ಸಿಬ್ಬಂದಿ ಗ್ರಾಮ ಮಟ್ಟದಲ್ಲಿ ಜಾಗೃತಿ ಮೂಡಿಸಬೇಕು ಎಂದರು. (406, 1052, 638, 1160)
article-text: ಮಾನವ ಹಕ್ಕುಗಳ ಪುರಸ್ಕೃತ 2024-25ನೇ ಸಾಲಿನ ಎಸ್.ಎಫ್.ಸಿ ಶೇ.5 ಯೋಜನೆ ಅಡಿಯಲ್ಲಿ ಎಲ್.ಎಲ್.ಬಿ ಪದವಿ ಹೊಂದಿದ ವಿಶೇಷ ಚೇತನ ವಕೀಲರಿಗೆ ಪುಸ್ತಕ ಖರೀದಿಗಾಗಿ 1.92 ಲಕ್ಷ ರೂ. ಅನುದಾನ ಕಾಯ್ದಿರಿಸಲಾಗಿದ್ದು, ಅರ್ಹ ಫಲಾನುಭವಿಗಳಿಂದ ಅರ್ಜಿ ಆಹ್ವಾನಿಸಲಾಗಿದೆ. ಆಸಕ್ತರು ಅಗತ್ಯ ದಾಖಲೆಗಳೊಂದಿಗೆ ಮೇ 09ರೊಳಗಾಗಿ ಕಚೇರಿ ವೇಳೆಯಲ್ಲಿ ಅರ್ಜಿ ಸಲ್ಲಿಸಬಹುದು ಎಂದು ಪ್ರಕಟಣೆಯಲ್ಲಿ ತಿಳಿಸಲಾಗಿದೆ. (38, 1252, 272, 1301)
imprint-line: Bellary, Karnataka Editor : B.Ramesh Uppar (359, 1556, 589, 1569)
article-body (38, 784, 272, 886)
headline: ಆರ್.ವೈ.ಎಮ್.ಸಿ ಕಾಲೇಜಿನಲ್ಲಿ ಇಂಟಿಗ್ರೇಟೆಡ್ ಪ್ರೊಫೆಷನಲ್.... (284, 591, 532, 605)
photo-felicitation (38, 611, 270, 771)
photo-meeting (530, 208, 886, 358)
headline: ಮೇ.5 ರಂದು ಕೆಕೆಎಸ್‌ಆರ್‌ಟಿಸಿ ಫೋನ್ ಇನ್ ಕಾರ್ಯಕ್ರಮ (667, 579, 889, 615)
footer-rule-bottom (38, 1570, 910, 1571)
byline: ವಿಜಯನಗರವಾಣಿ ಸುದ್ದಿ (38, 775, 96, 784)
byline: ವಿಜಯನಗರವಾಣಿ ಸುದ್ದಿ (38, 459, 96, 468)
